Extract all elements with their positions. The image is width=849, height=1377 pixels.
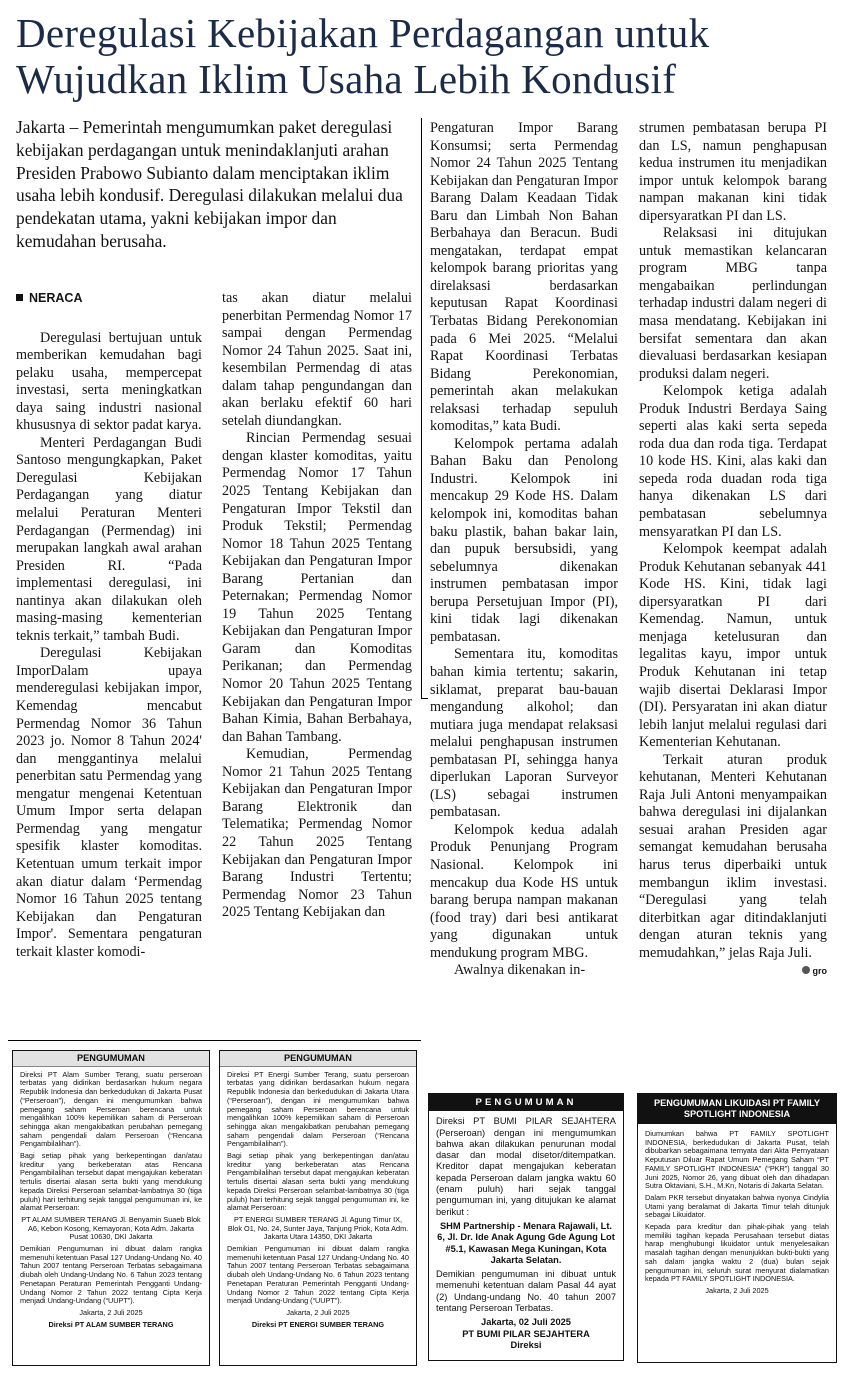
announcement-date: Jakarta, 02 Juli 2025 <box>481 1317 571 1328</box>
article-column-3 <box>430 120 618 980</box>
end-mark-icon <box>802 966 810 974</box>
announcement-alam-sumber-terang <box>12 1050 210 1366</box>
article-lead: Jakarta – Pemerintah mengumumkan paket deregulasi kebijakan perdagangan untuk menindaklanjuti arahan Presiden Prabowo Subianto dalam menciptakan iklim usaha lebih kondusif. Deregulasi dilakukan melalui dua pendekatan utama, yakni kebijakan impor dan kemudahan berusaha. <box>16 117 403 251</box>
paragraph: Sementara itu, komoditas bahan kimia tertentu; sakarin, siklamat, preparat bau-bauan mengandung alkohol; dan mutiara juga mendapat relaksasi melalui penghapusan instrumen pembatasan PI, sehingga hanya diperlukan Laporan Surveyor (LS) sebagai instrumen pembatasan. <box>430 646 618 821</box>
headline-line-1: Deregulasi Kebijakan Perdagangan untuk <box>16 10 710 56</box>
paragraph: Deregulasi bertujuan untuk memberikan kemudahan bagi pelaku usaha, mempercepat investasi, serta meningkatkan daya saing industri nasional khususnya di sektor padat karya. <box>16 329 202 434</box>
article-signoff <box>639 962 827 981</box>
announcement-signature: Direksi PT ENERGI SUMBER TERANG <box>251 1319 385 1329</box>
announcement-likuidasi-family-spotlight <box>637 1093 837 1363</box>
announcement-text: Direksi PT BUMI PILAR SEJAHTERA (Perseroan) dengan ini mengumumkan bahwa akan dilakukan penurunan modal dasar dan modal disetor/ditempatkan. Kreditor dapat mengajukan keberatan kepada Perseroan dalam jangka waktu 60 (enam puluh) hari sejak tanggal pengumuman ini, yang ditujukan ke alamat berikut : <box>436 1116 616 1217</box>
paragraph: Kelompok keempat adalah Produk Kehutanan sebanyak 441 Kode HS. Kini, tidak lagi dipersyaratkan PI dari Kemendag. Namun, untuk menjaga ketelusuran dan legalitas kayu, impor untuk Produk Kehutanan ini tetap wajib disertai Deklarasi Impor (DI). Persyaratan ini akan diatur lebih lanjut melalui regulasi dari Kementerian Kehutanan. <box>639 541 827 751</box>
byline-source: NERACA <box>29 291 83 305</box>
paragraph: Kelompok ketiga adalah Produk Industri Berdaya Saing seperti alas kaki serta sepeda roda dua dan roda tiga. Terdapat 10 kode HS. Kini, alas kaki dan sepeda roda duadan roda tiga hanya dikenakan LS dari pembatasan sebelumnya mensyaratkan PI dan LS. <box>639 383 827 540</box>
announcement-company: PT BUMI PILAR SEJAHTERA <box>462 1328 590 1339</box>
announcement-header: PENGUMUMAN LIKUIDASI PT FAMILY SPOTLIGHT INDONESIA <box>638 1094 836 1124</box>
announcement-text: Direksi PT Alam Sumber Terang, suatu perseroan terbatas yang didirikan berdasarkan hukum negara Republik Indonesia dan berkedudukan di Jakarta Pusat (“Perseroan”), dengan ini mengumumkan bahwa pemegang saham Perseroan berencana untuk mengalihkan 100% kepemilikan saham di Perseroan sehingga akan mengakibatkan perubahan pemegang saham pengendali dalam Perseroan (“Rencana Pengambilalihan”). <box>20 1069 202 1149</box>
announcement-date: Jakarta, 2 Juli 2025 <box>79 1307 143 1317</box>
headline-line-2: Wujudkan Iklim Usaha Lebih Kondusif <box>16 56 677 102</box>
paragraph: tas akan diatur melalui penerbitan Permendag Nomor 17 sampai dengan Permendag Nomor 24 Tahun 2025. Saat ini, kesembilan Permendag di atas dalam tahap pengundangan dan akan berlaku efektif 60 hari setelah diundangkan. <box>222 290 412 429</box>
paragraph: Kemudian, Permendag Nomor 21 Tahun 2025 Tentang Kebijakan dan Pengaturan Impor Barang Elektronik dan Telematika; Permendag Nomor 22 Tahun 2025 Tentang Kebijakan dan Pengaturan Impor Barang Industri Tertentu; Permendag Nomor 23 Tahun 2025 Tentang Kebijakan dan <box>222 746 412 921</box>
announcement-date: Jakarta, 2 Juli 2025 <box>286 1307 350 1317</box>
paragraph: strumen pembatasan berupa PI dan LS, namun penghapusan kedua instrumen itu menjadikan impor untuk kelompok barang nampan makanan kini tidak dipersyaratkan PI dan LS. <box>639 120 827 224</box>
paragraph: Terkait aturan produk kehutanan, Menteri Kehutanan Raja Juli Antoni menyampaikan bahwa deregulasi ini dijalankan sesuai arahan Presiden agar semangat kemudahan berusaha harus terus diperbaiki untuk membangun iklim investasi. “Deregulasi yang telah diterbitkan agar ditindaklanjuti dengan aturan teknis yang memudahkan,” jelas Raja Juli. <box>639 751 827 961</box>
announcement-bumi-pilar-sejahtera <box>428 1093 624 1361</box>
announcement-date: Jakarta, 2 Juli 2025 <box>705 1285 769 1295</box>
announcement-text: Kepada para kreditur dan pihak-pihak yang telah memiliki tagihan kepada Perusahaan tersebut diatas harap menghubungi likuidator untuk menyelesaikan masalah tagihan dengan menunjukkan bukti-bukti yang sah dalam jangka waktu 2 (dua) bulan sejak pengumuman ini, seluruh surat menyurat dialamatkan kepada PT FAMILY SPOTLIGHT INDONESIA. <box>645 1222 829 1284</box>
byline <box>16 290 202 308</box>
announcement-header: PENGUMUMAN <box>220 1051 416 1067</box>
announcement-address: PT ALAM SUMBER TERANG Jl. Benyamin Suaeb Blok A6, Kebon Kosong, Kemayoran, Kota Adm. Jakarta Pusat 10630, DKI Jakarta <box>21 1214 201 1242</box>
announcement-header: PENGUMUMAN <box>429 1094 623 1111</box>
announcement-text: Demikian pengumuman ini dibuat untuk memenuhi ketentuan dalam Pasal 44 ayat (2) Undang-undang No. 40 tahun 2007 tentang Perseroan Terbatas. <box>436 1269 616 1314</box>
announcement-energi-sumber-terang <box>219 1050 417 1366</box>
paragraph: Menteri Perdagangan Budi Santoso mengungkapkan, Paket Deregulasi Kebijakan Perdagangan yang diatur melalui Peraturan Menteri Perdagangan (Permendag) ini merupakan langkah awal arahan Presiden RI. “Pada implementasi deregulasi, ini nantinya akan dilakukan oleh masing-masing kementerian teknis terkait,” tambah Budi. <box>16 434 202 644</box>
paragraph: Pengaturan Impor Barang Konsumsi; serta Permendag Nomor 24 Tahun 2025 Tentang Kebijakan dan Pengaturan Impor Barang Dalam Keadaan Tidak Baru dan Limbah Non Bahan Berbahaya dan Beracun. Budi mengatakan, terdapat empat kelompok barang prioritas yang direlaksasi berdasarkan keputusan Rapat Koordinasi Terbatas Bidang Perekonomian pada 6 Mei 2025. “Melalui Rapat Koordinasi Terbatas Bidang Perekonomian, pemerintah akan melakukan relaksasi terhadap sepuluh komoditas,” kata Budi. <box>430 120 618 435</box>
announcement-text: Dalam PKR tersebut dinyatakan bahwa nyonya Cindylia Utami yang beralamat di Jakarta Timur telah ditunjuk sebagai Likuidator. <box>645 1192 829 1220</box>
announcement-text: Demikian Pengumuman ini dibuat dalam rangka memenuhi ketentuan Pasal 127 Undang-Undang No. 40 Tahun 2007 tentang Perseroan Terbatas sebagaimana diubah oleh Undang-Undang No. 6 Tahun 2023 tentang Penetapan Peraturan Pemerintah Pengganti Undang-Undang Nomor 2 Tahun 2022 tentang Cipta Kerja menjadi Undang-Undang (“UUPT”). <box>20 1244 202 1306</box>
announcement-address: SHM Partnership - Menara Rajawali, Lt. 6, Jl. Dr. Ide Anak Agung Gde Agung Lot #5.1, Kawasan Mega Kuningan, Kota Jakarta Selatan. <box>437 1220 615 1265</box>
paragraph: Kelompok kedua adalah Produk Penunjang Program Nasional. Kelompok ini mencakup dua Kode HS untuk barang berupa nampan makanan (food tray) dari besi antikarat yang digunakan untuk mendukung program MBG. <box>430 821 618 961</box>
announcement-text: Direksi PT Energi Sumber Terang, suatu perseroan terbatas yang didirikan berdasarkan hukum negara Republik Indonesia dan berkedudukan di Jakarta Utara (“Perseroan”), dengan ini mengumumkan bahwa pemegang saham Perseroan berencana untuk mengalihkan 100% kepemilikan saham di Perseroan sehingga akan mengakibatkan perubahan pemegang saham pengendali dalam Perseroan (“Rencana Pengambilalihan”). <box>227 1069 409 1149</box>
paragraph: Kelompok pertama adalah Bahan Baku dan Penolong Industri. Kelompok ini mencakup 29 Kode HS. Dalam kelompok ini, komoditas bahan baku plastik, bahan bakar lain, dan pupuk bersubsidi, yang sebelumnya dikenakan instrumen pembatasan impor berupa Persetujuan Impor (PI), kini tidak lagi dikenakan pembatasan. <box>430 435 618 645</box>
announcement-signature: Direksi PT ALAM SUMBER TERANG <box>48 1319 174 1329</box>
announcement-header: PENGUMUMAN <box>13 1051 209 1067</box>
article-column-1 <box>16 290 202 961</box>
author-initials: gro <box>812 966 827 977</box>
square-bullet-icon <box>16 294 23 301</box>
announcement-text: Bagi setiap pihak yang berkepentingan dan/atau kreditur yang berkeberatan atas Rencana Pengambilalihan tersebut dapat mengajukan keberatan tertulis disertai alasan serta bukti yang mendukung kepada Direksi Perseroan selambat-lambatnya 30 (tiga puluh) hari terhitung sejak tanggal pengumuman ini, ke alamat Perseroan: <box>20 1151 202 1213</box>
paragraph: Relaksasi ini ditujukan untuk memastikan kelancaran program MBG tanpa mengabaikan perlindungan terhadap industri dalam negeri di masa mendatang. Kebijakan ini bersifat sementara dan akan dievaluasi berdasarkan kesiapan produksi dalam negeri. <box>639 225 827 382</box>
article-column-2 <box>222 290 412 922</box>
paragraph: Rincian Permendag sesuai dengan klaster komoditas, yaitu Permendag Nomor 17 Tahun 2025 Tentang Kebijakan dan Pengaturan Impor Tekstil dan Produk Tekstil; Permendag Nomor 18 Tahun 2025 Tentang Kebijakan dan Pengaturan Impor Barang Pertanian dan Peternakan; Permendag Nomor 19 Tahun 2025 Tentang Kebijakan dan Pengaturan Impor Garam dan Komoditas Perikanan; dan Permendag Nomor 20 Tahun 2025 Tentang Kebijakan dan Pengaturan Impor Bahan Kimia, Bahan Berbahaya, dan Bahan Tambang. <box>222 430 412 745</box>
paragraph: Awalnya dikenakan in- <box>454 962 586 979</box>
ads-divider <box>8 1040 421 1041</box>
announcement-text: Bagi setiap pihak yang berkepentingan dan/atau kreditur yang berkeberatan atas Rencana Pengambilalihan tersebut dapat mengajukan keberatan tertulis disertai alasan serta bukti yang mendukung kepada Direksi Perseroan selambat-lambatnya 30 (tiga puluh) hari terhitung sejak tanggal pengumuman ini, ke alamat Perseroan: <box>227 1151 409 1213</box>
announcement-address: PT ENERGI SUMBER TERANG Jl. Agung Timur IX, Blok O1, No. 24, Sunter Jaya, Tanjung Priok, Kota Adm. Jakarta Utara 14350, DKI Jakarta <box>227 1214 409 1242</box>
announcement-signature: Direksi <box>510 1339 542 1350</box>
announcement-text: Diumumkan bahwa PT FAMILY SPOTLIGHT INDONESIA, berkedudukan di Jakarta Pusat, telah dibubarkan sebagaimana ternyata dari Akta Pernyataan Keputusan Diluar Rapat Umum Pemegang Saham “PT FAMILY SPOTLIGHT INDONESIA” (“PKR”) tanggal 30 Juni 2025, Nomor 26, yang dibuat oleh dan dihadapan Sutra Oktaviani, S.H., M.Kn, Notaris di Jakarta Selatan. <box>645 1129 829 1191</box>
article-column-4 <box>639 120 827 981</box>
column-divider <box>421 118 422 698</box>
paragraph: Deregulasi Kebijakan ImporDalam upaya menderegulasi kebijakan impor, Kemendag mencabut Permendag Nomor 36 Tahun 2023 jo. Nomor 8 Tahun 2024' dan menggantinya melalui penerbitan satu Permendag yang mengatur mengenai Ketentuan Umum Impor serta delapan Permendag yang mengatur spesifik klaster komoditas. Ketentuan umum terkait impor akan diatur dalam ‘Permendag Nomor 16 Tahun 2025 tentang Kebijakan dan Pengaturan Impor'. Sementara pengaturan terkait klaster komodi- <box>16 645 202 960</box>
article-headline <box>16 10 836 102</box>
announcement-text: Demikian Pengumuman ini dibuat dalam rangka memenuhi ketentuan Pasal 127 Undang-Undang No. 40 Tahun 2007 tentang Perseroan Terbatas sebagaimana diubah oleh Undang-Undang No. 6 Tahun 2023 tentang Penetapan Peraturan Pemerintah Pengganti Undang-Undang Nomor 2 Tahun 2022 tentang Cipta Kerja menjadi Undang-Undang (“UUPT”). <box>227 1244 409 1306</box>
ads-divider-top <box>421 698 428 699</box>
